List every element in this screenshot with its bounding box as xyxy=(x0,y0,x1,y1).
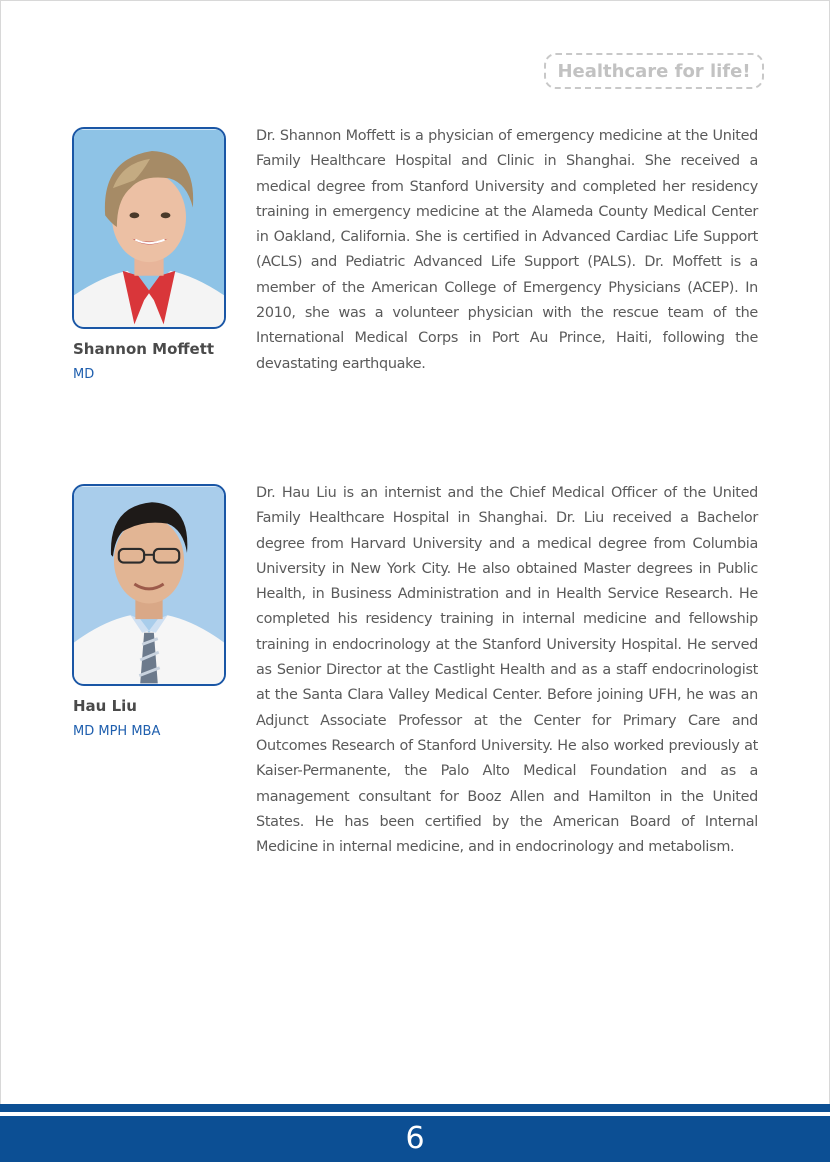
footer-rule xyxy=(0,1104,830,1112)
doctor-credentials: MD MPH MBA xyxy=(73,724,161,739)
doctor-credentials: MD xyxy=(73,367,95,382)
footer-bar xyxy=(0,1116,830,1162)
portrait-man-icon xyxy=(74,486,224,684)
doctor-bio: Dr. Shannon Moffett is a physician of emergency medicine at the United Family Healthcare Hospital and Clinic in Shanghai. She received a medical degree from Stanford University and completed her residency training in emergency medicine at the Alameda County Medical Center in Oakland, California. She is certified in Advanced Cardiac Life Support (ACLS) and Pediatric Advanced Life Support (PALS). Dr. Moffett is a member of the American College of Emergency Physicians (ACEP). In 2010, she was a volunteer physician with the rescue team of the International Medical Corps in Port Au Prince, Haiti, following the devastating earthquake. xyxy=(256,128,758,372)
doctor-photo-shannon-moffett xyxy=(72,127,226,329)
portrait-woman-icon xyxy=(74,129,224,327)
page-number: 6 xyxy=(405,1121,425,1156)
doctor-photo-hau-liu xyxy=(72,484,226,686)
doctor-bio: Dr. Hau Liu is an internist and the Chief Medical Officer of the United Family Healthcare Hospital in Shanghai. Dr. Liu received a Bachelor degree from Harvard University and a medical degree from Columbia University in New York City. He also obtained Master degrees in Public Health, in Business Administration and in Health Service Research. He completed his residency training in internal medicine and fellowship training in endocrinology at the Stanford University Hospital. He served as Senior Director at the Castlight Health and as a staff endocrinologist at the Santa Clara Valley Medical Center. Before joining UFH, he was an Adjunct Associate Professor at the Center for Primary Care and Outcomes Research of Stanford University. He also worked previously at Kaiser-Permanente, the Palo Alto Medical Foundation and as a management consultant for Booz Allen and Hamilton in the United States. He has been certified by the American Board of Internal Medicine in internal medicine, and in endocrinology and metabolism. xyxy=(256,485,758,856)
doctor-name: Hau Liu xyxy=(73,697,137,715)
doctor-name: Shannon Moffett xyxy=(73,340,215,358)
tagline-badge: Healthcare for life! xyxy=(544,53,764,89)
